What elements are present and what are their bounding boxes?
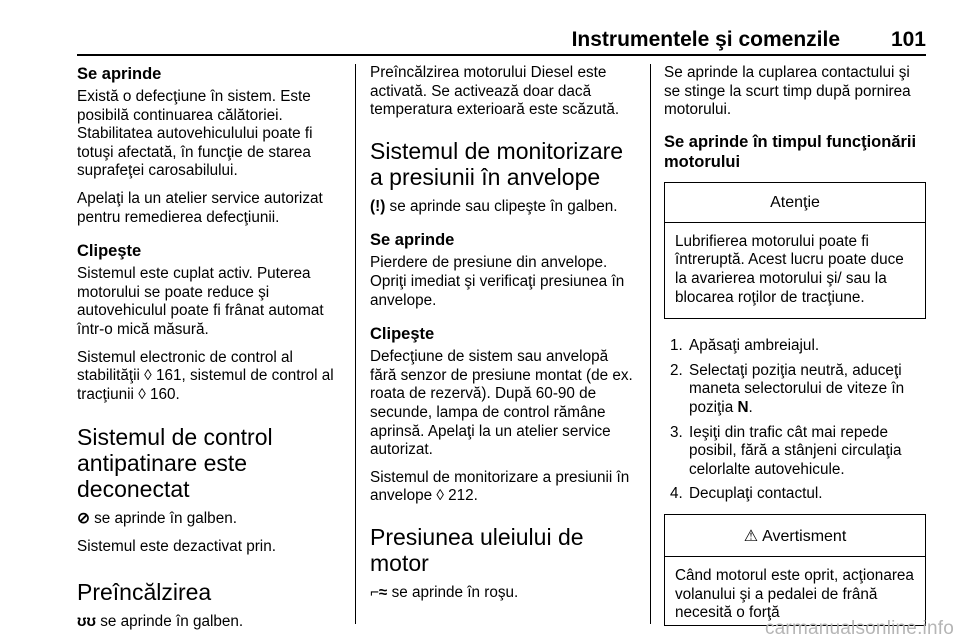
paragraph: Preîncălzirea motorului Diesel este activată. Se activează doar dacă temperatura exterioară este scăzută. (370, 64, 620, 119)
steps-list (664, 337, 926, 504)
paragraph: Există o defecţiune în sistem. Este posibilă continuarea călătoriei. Stabilitatea autovehiculului poate fi totuşi afectată, în funcţie de starea suprafeţei carosabilului. (77, 88, 313, 180)
paragraph: Defecţiune de sistem sau anvelopă fără senzor de presiune montat (de ex. roata de rezervă). După 60-90 de secunde, lampa de control rămâne aprinsă. Apelaţi la un atelier service autorizat. (370, 348, 633, 459)
tire-pressure-icon: (!) (370, 197, 386, 215)
paragraph (370, 198, 634, 217)
column-divider (355, 64, 356, 624)
chapter-heading: Preîncălzirea (77, 578, 212, 605)
column-1 (77, 64, 339, 640)
column-3 (664, 64, 926, 638)
section-heading: Clipeşte (370, 325, 435, 344)
paragraph (77, 510, 339, 529)
paragraph-text: se aprinde sau clipeşte în galben. (389, 197, 618, 215)
section-heading: Se aprinde (370, 231, 455, 250)
paragraph-text: se aprinde în galben. (100, 612, 244, 630)
section-heading: Clipeşte (77, 242, 142, 261)
oil-can-icon: ⌐≈ (370, 583, 388, 601)
paragraph: Apelaţi la un atelier service autorizat pentru remedierea defecţiunii. (77, 189, 323, 226)
page-number: 101 (890, 28, 926, 51)
warning-triangle-icon: ⚠ (743, 527, 759, 545)
list-item: 4. Decuplaţi contactul. (670, 485, 823, 503)
chapter-heading: Sistemul de monitorizare a presiunii în anvelope (370, 137, 624, 190)
paragraph: Se aprinde la cuplarea contactului şi se stinge la scurt timp după pornirea motorului. (664, 64, 911, 119)
warning-title: ⚠ Avertisment (665, 515, 925, 557)
caution-box (664, 182, 926, 319)
watermark: carmanualsonline.info (764, 618, 954, 639)
chapter-heading: Sistemul de control antipatinare este deconectat (77, 424, 273, 503)
list-item: 3. Ieşiţi din trafic cât mai repede posibil, fără a stânjeni circulaţia celorlalte autovehicule. (670, 423, 902, 478)
section-heading: Se aprinde în timpul funcţionării motorului (664, 132, 917, 171)
paragraph: Sistemul este cuplat activ. Puterea motorului se poate reduce şi autovehiculul poate fi frânat automat într-o mică măsură. (77, 265, 324, 338)
warning-text: Când motorul este oprit, acţionarea volanului şi a pedalei de frână necesită o forţă (675, 566, 914, 622)
caution-title: Atenţie (665, 183, 925, 223)
paragraph: Sistemul electronic de control al stabilităţii ◊ 161, sistemul de control al tracţiunii ◊ 160. (77, 348, 334, 403)
list-item: 1. Apăsaţi ambreiajul. (670, 337, 820, 355)
traction-off-icon: ⊘ (77, 510, 90, 528)
list-item: 2. Selectaţi poziţia neutră, aduceţi maneta selectorului de viteze în poziţia N. (670, 361, 905, 416)
warning-box (664, 514, 926, 626)
glow-plug-icon: ʊʊ (77, 612, 97, 630)
paragraph-text: se aprinde în roşu. (391, 583, 519, 601)
paragraph (77, 613, 339, 632)
page-header (77, 14, 926, 56)
column-divider (650, 64, 651, 624)
paragraph (370, 584, 634, 603)
chapter-heading: Presiunea uleiului de motor (370, 523, 584, 576)
paragraph: Pierdere de presiune din anvelope. Opriţi imediat şi verificaţi presiunea în anvelope. (370, 254, 625, 309)
column-2 (370, 64, 634, 612)
section-heading: Se aprinde (77, 65, 162, 83)
paragraph: Sistemul este dezactivat prin. (77, 537, 276, 555)
paragraph: Sistemul de monitorizare a presiunii în anvelope ◊ 212. (370, 468, 630, 505)
header-title: Instrumentele şi comenzile (571, 28, 840, 51)
caution-text: Lubrifierea motorului poate fi întreruptă. Acest lucru poate duce la avarierea motorului şi/ sau la blocarea roţilor de tracţiune. (675, 232, 904, 306)
paragraph-text: se aprinde în galben. (94, 510, 237, 528)
